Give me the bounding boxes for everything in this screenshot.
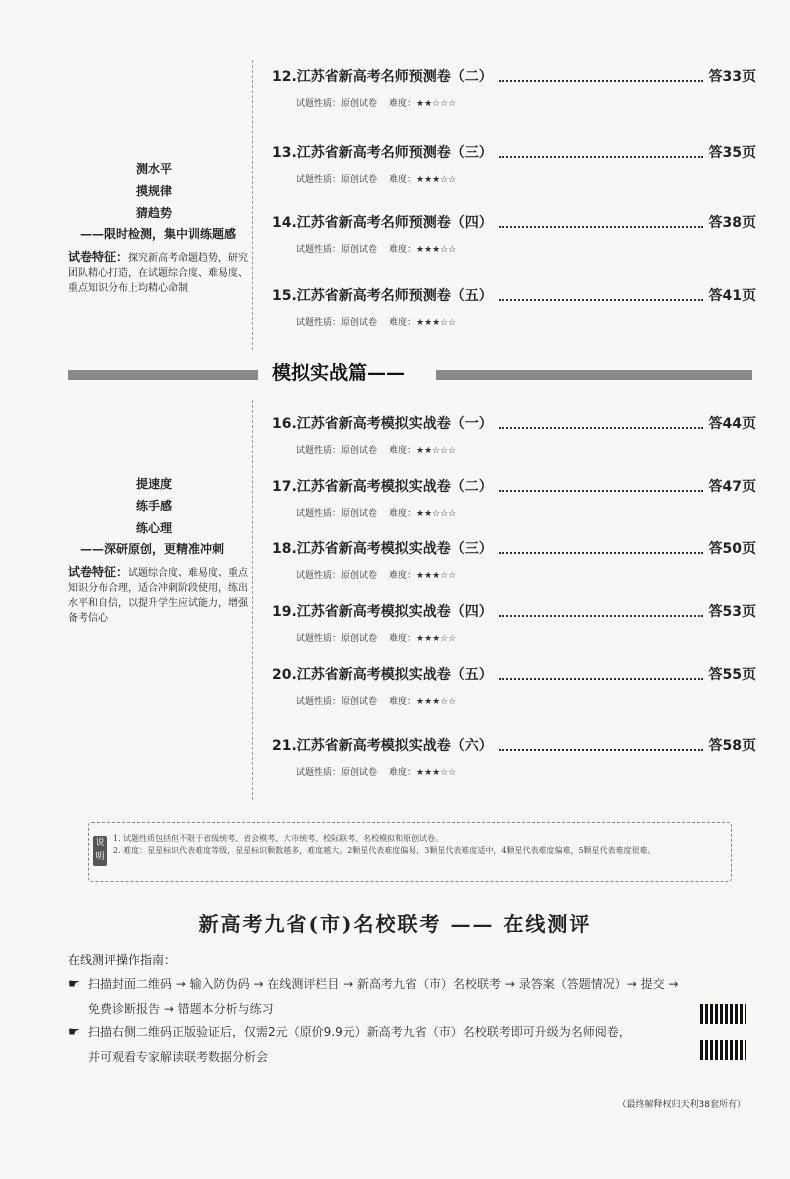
difficulty-stars: ★★★☆☆ <box>416 571 457 581</box>
difficulty-stars: ★★★☆☆ <box>416 697 457 707</box>
difficulty-stars: ★★☆☆☆ <box>416 509 457 519</box>
toc-entry[interactable] <box>272 662 756 710</box>
entry-nature: 试题性质：原创试卷 <box>296 634 378 644</box>
entry-difficulty-label: 难度： <box>389 571 417 581</box>
guide-step-1 <box>68 972 678 1021</box>
entry-title: 20.江苏省新高考模拟实战卷（五） <box>272 667 493 683</box>
entry-nature: 试题性质：原创试卷 <box>296 175 378 185</box>
entry-difficulty-label: 难度： <box>389 634 417 644</box>
entry-difficulty-label: 难度： <box>389 99 417 109</box>
entry-nature: 试题性质：原创试卷 <box>296 571 378 581</box>
feature-label: 试卷特征： <box>68 250 129 264</box>
sidebar-line2: 练手感 <box>136 499 173 513</box>
entry-page: 答41页 <box>708 288 756 304</box>
note-tag: 说明 <box>93 836 107 866</box>
qr-code-icon[interactable] <box>700 1004 746 1024</box>
guide-step-2 <box>68 1020 631 1069</box>
entry-difficulty-label: 难度： <box>389 509 417 519</box>
step2-line-b: 并可观看专家解读联考数据分析会 <box>88 1050 269 1064</box>
sidebar-line2: 摸规律 <box>136 184 173 198</box>
entry-title: 17.江苏省新高考模拟实战卷（二） <box>272 479 493 495</box>
leader-dots <box>499 299 703 301</box>
pointing-hand-icon: ☛ <box>68 1025 80 1040</box>
entry-difficulty-label: 难度： <box>389 318 417 328</box>
step2-line-a: 扫描右侧二维码正版验证后，仅需2元（原价9.9元）新高考九省（市）名校联考即可升级为名师阅卷， <box>88 1025 631 1039</box>
sidebar-feature <box>68 250 248 296</box>
leader-dots <box>499 226 703 228</box>
guide-title: 在线测评操作指南： <box>68 953 177 967</box>
leader-dots <box>499 749 703 751</box>
entry-difficulty-label: 难度： <box>389 697 417 707</box>
leader-dots <box>499 552 703 554</box>
leader-dots <box>499 615 703 617</box>
entry-page: 答47页 <box>708 479 756 495</box>
sidebar-line3: 猜趋势 <box>136 206 173 220</box>
toc-entry[interactable] <box>272 64 756 112</box>
toc-entry[interactable] <box>272 283 756 331</box>
sidebar-line1: 测水平 <box>136 162 173 176</box>
difficulty-stars: ★★★☆☆ <box>416 768 457 778</box>
entry-title: 12.江苏省新高考名师预测卷（二） <box>272 69 493 85</box>
entry-nature: 试题性质：原创试卷 <box>296 99 378 109</box>
sidebar-section1 <box>68 158 248 296</box>
entry-difficulty-label: 难度： <box>389 768 417 778</box>
entry-title: 14.江苏省新高考名师预测卷（四） <box>272 215 493 231</box>
online-title: 新高考九省(市)名校联考 —— 在线测评 <box>198 912 592 936</box>
difficulty-stars: ★★★☆☆ <box>416 245 457 255</box>
note-line2: 2. 难度：星星标识代表难度等级，星星标识颗数越多，难度越大。2颗星代表难度偏易，3颗星代表难度适中，4颗星代表难度偏难，5颗星代表难度很难。 <box>113 846 656 855</box>
pointing-hand-icon: ☛ <box>68 977 80 992</box>
leader-dots <box>499 678 703 680</box>
toc-entry[interactable] <box>272 733 756 781</box>
leader-dots <box>499 490 703 492</box>
section-band-right <box>436 370 752 380</box>
feature-text: 试题综合度、难易度、重点知识分布合理，适合冲刺阶段使用，练出水平和自信，以提升学生应试能力，增强备考信心 <box>68 568 249 624</box>
note-box <box>88 822 732 882</box>
entry-nature: 试题性质：原创试卷 <box>296 697 378 707</box>
sidebar-section2 <box>68 473 248 626</box>
step1-line-a: 扫描封面二维码 → 输入防伪码 → 在线测评栏目 → 新高考九省（市）名校联考 → 录答案（答题情况）→ 提交 → <box>88 977 679 991</box>
entry-page: 答58页 <box>708 738 756 754</box>
leader-dots <box>499 80 703 82</box>
entry-nature: 试题性质：原创试卷 <box>296 768 378 778</box>
entry-difficulty-label: 难度： <box>389 446 417 456</box>
toc-entry[interactable] <box>272 140 756 188</box>
toc-entry[interactable] <box>272 210 756 258</box>
sidebar-feature <box>68 565 248 626</box>
difficulty-stars: ★★★☆☆ <box>416 634 457 644</box>
leader-dots <box>499 427 703 429</box>
sidebar-slogan: ——深研原创，更精准冲刺 <box>80 542 225 556</box>
entry-page: 答55页 <box>708 667 756 683</box>
entry-title: 13.江苏省新高考名师预测卷（三） <box>272 145 493 161</box>
toc-entry[interactable] <box>272 536 756 584</box>
entry-page: 答33页 <box>708 69 756 85</box>
entry-title: 19.江苏省新高考模拟实战卷（四） <box>272 604 493 620</box>
toc-entry[interactable] <box>272 599 756 647</box>
column-divider-bottom <box>252 400 253 800</box>
section-band-left <box>68 370 258 380</box>
sidebar-line1: 提速度 <box>136 477 173 491</box>
entry-difficulty-label: 难度： <box>389 175 417 185</box>
qr-code-icon[interactable] <box>700 1040 746 1060</box>
toc-entry[interactable] <box>272 411 756 459</box>
difficulty-stars: ★★☆☆☆ <box>416 99 457 109</box>
entry-page: 答38页 <box>708 215 756 231</box>
section-heading: 模拟实战篇—— <box>266 358 411 385</box>
column-divider-top <box>252 60 253 350</box>
entry-page: 答50页 <box>708 541 756 557</box>
entry-title: 15.江苏省新高考名师预测卷（五） <box>272 288 493 304</box>
footer-note: （最终解释权归天利38套所有） <box>617 1100 746 1110</box>
entry-nature: 试题性质：原创试卷 <box>296 245 378 255</box>
entry-page: 答53页 <box>708 604 756 620</box>
entry-page: 答44页 <box>708 416 756 432</box>
entry-title: 18.江苏省新高考模拟实战卷（三） <box>272 541 493 557</box>
toc-entry[interactable] <box>272 474 756 522</box>
entry-nature: 试题性质：原创试卷 <box>296 318 378 328</box>
entry-nature: 试题性质：原创试卷 <box>296 446 378 456</box>
entry-page: 答35页 <box>708 145 756 161</box>
leader-dots <box>499 156 703 158</box>
note-line1: 1. 试题性质包括但不限于省级统考、省会模考、大市统考、校际联考、名校模拟和原创试卷。 <box>113 834 444 843</box>
feature-label: 试卷特征： <box>68 565 129 579</box>
entry-title: 16.江苏省新高考模拟实战卷（一） <box>272 416 493 432</box>
entry-nature: 试题性质：原创试卷 <box>296 509 378 519</box>
entry-difficulty-label: 难度： <box>389 245 417 255</box>
sidebar-line3: 练心理 <box>136 521 173 535</box>
sidebar-slogan: ——限时检测，集中训练题感 <box>80 227 237 241</box>
difficulty-stars: ★★★☆☆ <box>416 175 457 185</box>
step1-line-b: 免费诊断报告 → 错题本分析与练习 <box>88 1002 274 1016</box>
feature-text: 探究新高考命题趋势，研究团队精心打造，在试题综合度、难易度、重点知识分布上均精心命制 <box>68 253 249 294</box>
difficulty-stars: ★★★☆☆ <box>416 318 457 328</box>
difficulty-stars: ★★☆☆☆ <box>416 446 457 456</box>
entry-title: 21.江苏省新高考模拟实战卷（六） <box>272 738 493 754</box>
